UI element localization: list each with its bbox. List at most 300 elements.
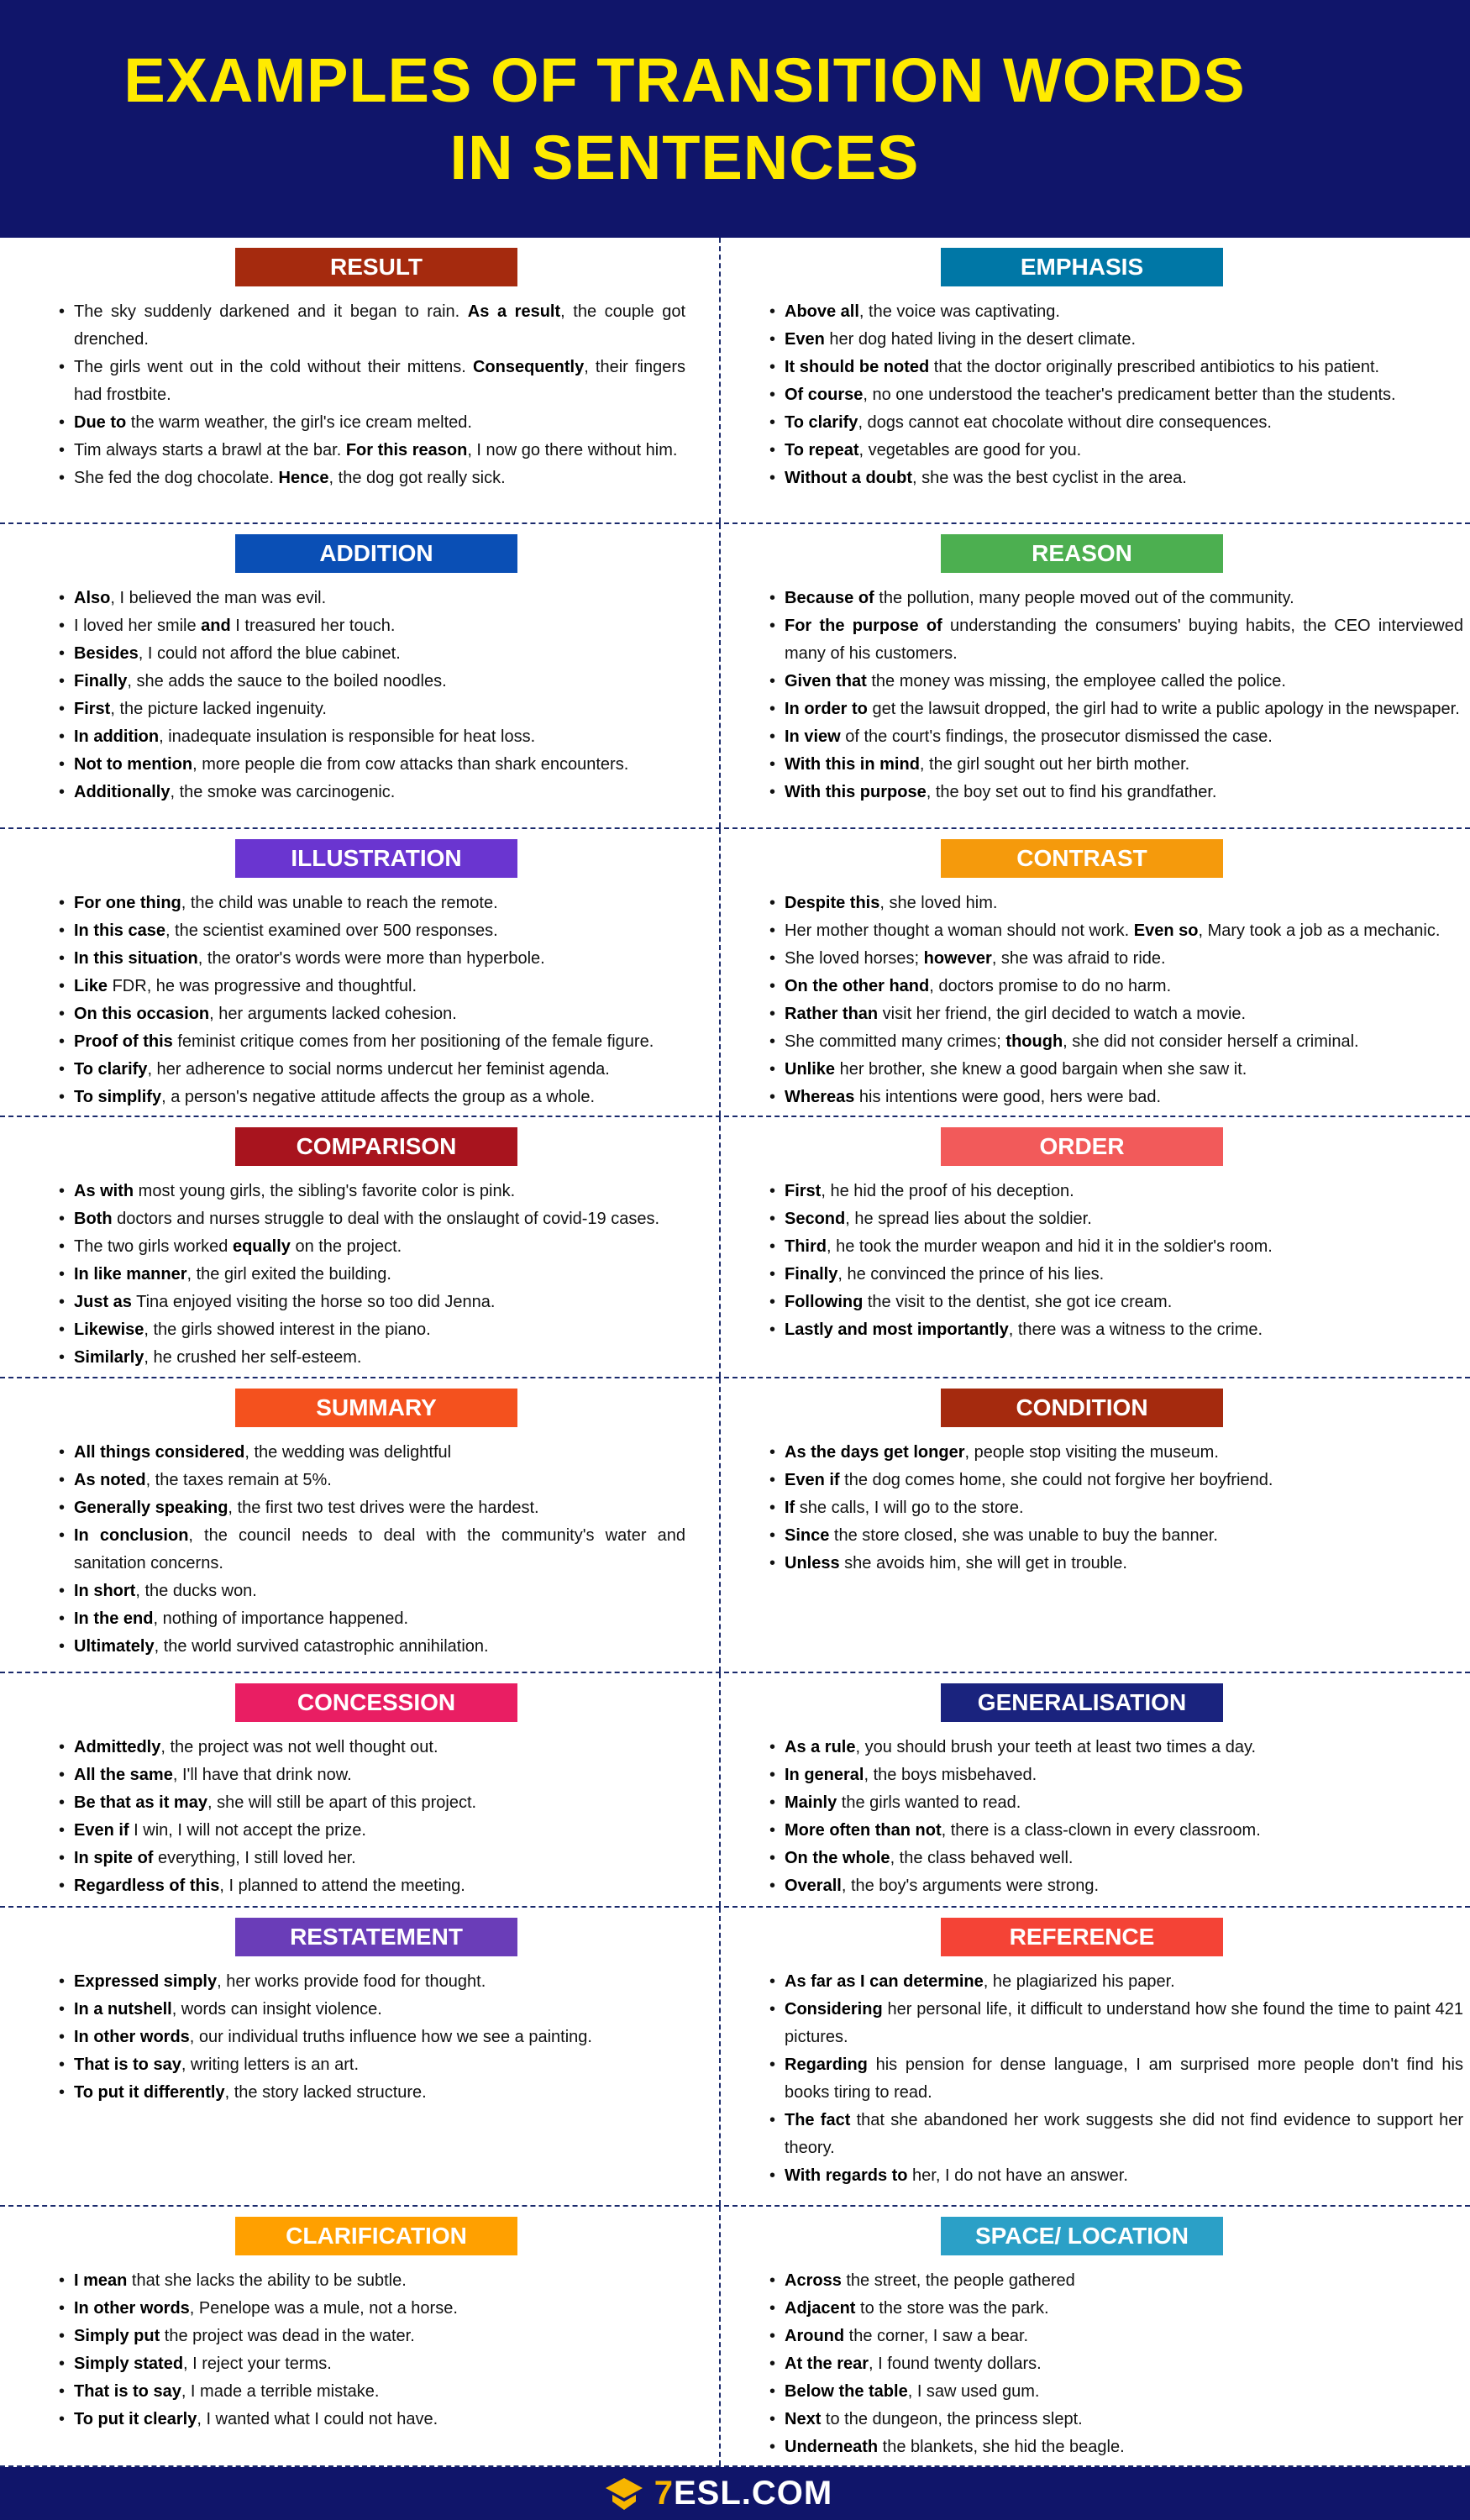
sentence-text: , she adds the sauce to the boiled noodles.	[127, 672, 447, 690]
sentence-text: She loved horses;	[785, 949, 924, 968]
sentence-text: , her arguments lacked cohesion.	[209, 1005, 457, 1023]
transition-word: Unlike	[785, 1060, 836, 1079]
sentence-text: Her mother thought a woman should not work.	[785, 921, 1134, 940]
sentence-text: I treasured her touch.	[230, 617, 396, 635]
sentence-text: , the boy set out to find his grandfather.	[926, 783, 1217, 801]
transition-word: Considering	[785, 2000, 883, 2019]
transition-word: Just as	[74, 1293, 132, 1311]
section-label: REASON	[941, 534, 1223, 573]
sentence-text: , doctors promise to do no harm.	[929, 977, 1172, 995]
transition-word: In order to	[785, 700, 868, 718]
sentence-text: , I saw used gum.	[907, 2382, 1040, 2401]
section-contrast	[721, 829, 1470, 1116]
brand-rest: ESL.COM	[674, 2475, 833, 2512]
transition-word: As noted	[74, 1471, 146, 1489]
sentence-text: his intentions were good, hers were bad.	[854, 1088, 1162, 1106]
example-sentence	[59, 465, 685, 492]
transition-word: In spite of	[74, 1849, 154, 1867]
example-sentence	[59, 1494, 685, 1522]
sentence-text: , the council needs to deal with the community's water and sanitation concerns.	[74, 1526, 685, 1572]
sentence-text: visit her friend, the girl decided to watch a movie.	[878, 1005, 1247, 1023]
example-sentence	[769, 2350, 1463, 2378]
example-sentence	[59, 298, 685, 354]
sentence-text: of the court's findings, the prosecutor dismissed the case.	[840, 727, 1273, 746]
example-list	[0, 1178, 719, 1372]
example-sentence	[769, 2378, 1463, 2406]
example-sentence	[59, 2323, 685, 2350]
sentence-text: , dogs cannot eat chocolate without dire consequences.	[858, 413, 1272, 432]
example-sentence	[769, 1494, 1463, 1522]
transition-word: To put it clearly	[74, 2410, 197, 2428]
example-sentence	[769, 1845, 1463, 1872]
example-sentence	[769, 2107, 1463, 2162]
section-row	[0, 1378, 1470, 1673]
sentence-text: , people stop visiting the museum.	[964, 1443, 1219, 1462]
example-sentence	[59, 1056, 685, 1084]
example-list	[0, 585, 719, 806]
transition-word: Overall	[785, 1877, 842, 1895]
transition-word: Also	[74, 589, 111, 607]
sentence-text: , more people die from cow attacks than shark encounters.	[192, 755, 629, 774]
example-sentence	[59, 2051, 685, 2079]
section-restatement	[0, 1908, 721, 2205]
transition-word: Unless	[785, 1554, 840, 1572]
sentence-text: , I planned to attend the meeting.	[219, 1877, 465, 1895]
sentence-text: , I reject your terms.	[183, 2355, 332, 2373]
sentence-text: she calls, I will go to the store.	[795, 1499, 1024, 1517]
section-label: EMPHASIS	[941, 248, 1223, 286]
example-sentence	[59, 890, 685, 917]
transition-word: Adjacent	[785, 2299, 856, 2318]
sentence-text: , I could not afford the blue cabinet.	[138, 644, 401, 663]
example-sentence	[769, 381, 1463, 409]
sentence-text: I loved her smile	[74, 617, 202, 635]
transition-word: To repeat	[785, 441, 859, 459]
example-sentence	[769, 465, 1463, 492]
example-sentence	[769, 437, 1463, 465]
example-sentence	[769, 1789, 1463, 1817]
sentence-text: , Mary took a job as a mechanic.	[1198, 921, 1441, 940]
example-sentence	[59, 1605, 685, 1633]
sentence-text: , the taxes remain at 5%.	[145, 1471, 332, 1489]
sentence-text: she avoids him, she will get in trouble.	[839, 1554, 1127, 1572]
transition-word: With regards to	[785, 2166, 908, 2185]
transition-word: Second	[785, 1210, 846, 1228]
sentence-text: , I'll have that drink now.	[172, 1766, 352, 1784]
transition-word: Whereas	[785, 1088, 855, 1106]
transition-word: Be that as it may	[74, 1793, 207, 1812]
section-row	[0, 829, 1470, 1117]
sentence-text: , I found twenty dollars.	[869, 2355, 1042, 2373]
example-sentence	[769, 723, 1463, 751]
example-sentence	[59, 668, 685, 696]
transition-word: Finally	[74, 672, 128, 690]
example-sentence	[59, 1789, 685, 1817]
sentence-text: his pension for dense language, I am surprised more people don't find his books tiring to read.	[785, 2055, 1463, 2102]
transition-word: As with	[74, 1182, 134, 1200]
example-sentence	[769, 1084, 1463, 1111]
example-sentence	[769, 1761, 1463, 1789]
example-sentence	[59, 2350, 685, 2378]
transition-word: In conclusion	[74, 1526, 189, 1545]
transition-word: Even if	[74, 1821, 129, 1840]
sentence-text: , the voice was captivating.	[858, 302, 1060, 321]
sentence-text: , she was the best cyclist in the area.	[912, 469, 1187, 487]
transition-word: Admittedly	[74, 1738, 161, 1756]
example-sentence	[769, 1178, 1463, 1205]
sentence-text: everything, I still loved her.	[153, 1849, 356, 1867]
example-list	[721, 585, 1470, 806]
sentence-text: , their fingers had frostbite.	[74, 358, 685, 404]
transition-word: Even	[785, 330, 825, 349]
transition-word: Without a doubt	[785, 469, 912, 487]
example-sentence	[59, 751, 685, 779]
transition-word: That is to say	[74, 2055, 181, 2074]
transition-word: and	[201, 617, 231, 635]
sentence-text: , her adherence to social norms undercut her feminist agenda.	[147, 1060, 610, 1079]
example-sentence	[59, 779, 685, 806]
section-label: CONCESSION	[235, 1683, 517, 1722]
sentence-text: , the world survived catastrophic annihilation.	[154, 1637, 489, 1656]
sentence-text: the project was dead in the water.	[160, 2327, 415, 2345]
transition-word: Both	[74, 1210, 113, 1228]
sentence-text: doctors and nurses struggle to deal with the onslaught of covid-19 cases.	[112, 1210, 660, 1228]
transition-word: Across	[785, 2271, 842, 2290]
example-sentence	[769, 1439, 1463, 1467]
example-sentence	[59, 1289, 685, 1316]
section-addition	[0, 524, 721, 827]
example-list	[0, 1734, 719, 1900]
example-sentence	[59, 696, 685, 723]
sentence-text: , the picture lacked ingenuity.	[110, 700, 327, 718]
transition-word: In other words	[74, 2028, 190, 2046]
example-sentence	[59, 917, 685, 945]
sentence-text: , nothing of importance happened.	[153, 1609, 409, 1628]
example-sentence	[769, 2406, 1463, 2433]
example-sentence	[769, 890, 1463, 917]
sentence-text: , vegetables are good for you.	[858, 441, 1082, 459]
sentence-text: her personal life, it difficult to understand how she found the time to paint 421 pictures.	[785, 2000, 1463, 2046]
example-list	[0, 890, 719, 1111]
transition-word: however	[923, 949, 992, 968]
transition-word: Generally speaking	[74, 1499, 228, 1517]
transition-word: Likewise	[74, 1320, 144, 1339]
sentence-text: , the girls showed interest in the piano.	[144, 1320, 431, 1339]
sentence-text: , you should brush your teeth at least two times a day.	[855, 1738, 1257, 1756]
section-label: SPACE/ LOCATION	[941, 2217, 1223, 2255]
section-label: CONDITION	[941, 1389, 1223, 1427]
sentence-text: , words can insight violence.	[171, 2000, 382, 2019]
sentence-text: , Penelope was a mule, not a horse.	[189, 2299, 458, 2318]
example-sentence	[59, 1872, 685, 1900]
section-label: GENERALISATION	[941, 1683, 1223, 1722]
sentence-text: She committed many crimes;	[785, 1032, 1006, 1051]
transition-word: With this purpose	[785, 783, 927, 801]
example-list	[721, 1439, 1470, 1578]
example-sentence	[769, 2162, 1463, 2190]
transition-word: In a nutshell	[74, 2000, 172, 2019]
transition-word: Of course	[785, 386, 864, 404]
sentence-text: , inadequate insulation is responsible for heat loss.	[159, 727, 536, 746]
transition-word: To clarify	[74, 1060, 148, 1079]
transition-word: Consequently	[472, 358, 585, 376]
transition-word: I mean	[74, 2271, 128, 2290]
example-sentence	[769, 917, 1463, 945]
transition-word: On the other hand	[785, 977, 930, 995]
sentence-text: , there is a class-clown in every classroom.	[941, 1821, 1261, 1840]
transition-word: All things considered	[74, 1443, 245, 1462]
transition-word: For this reason	[345, 441, 468, 459]
transition-word: First	[785, 1182, 822, 1200]
sentence-text: her dog hated living in the desert climate.	[824, 330, 1137, 349]
example-sentence	[59, 1845, 685, 1872]
example-sentence	[59, 1261, 685, 1289]
example-sentence	[769, 1316, 1463, 1344]
sentence-text: her brother, she knew a good bargain when she saw it.	[835, 1060, 1247, 1079]
section-space-location	[721, 2207, 1470, 2465]
sentence-text: the money was missing, the employee called the police.	[866, 672, 1286, 690]
sentence-text: , I now go there without him.	[467, 441, 678, 459]
sentence-text: The two girls worked	[74, 1237, 233, 1256]
example-sentence	[769, 2295, 1463, 2323]
section-label: CLARIFICATION	[235, 2217, 517, 2255]
transition-word: Since	[785, 1526, 830, 1545]
section-illustration	[0, 829, 721, 1116]
example-sentence	[59, 1000, 685, 1028]
example-sentence	[769, 1996, 1463, 2051]
section-label: RESULT	[235, 248, 517, 286]
example-sentence	[769, 668, 1463, 696]
section-label: ADDITION	[235, 534, 517, 573]
transition-word: Additionally	[74, 783, 171, 801]
sentence-text: , she did not consider herself a criminal.	[1063, 1032, 1359, 1051]
sentence-text: Tina enjoyed visiting the horse so too did Jenna.	[131, 1293, 496, 1311]
transition-word: Like	[74, 977, 108, 995]
transition-word: Ultimately	[74, 1637, 155, 1656]
sentence-text: the dog comes home, she could not forgive her boyfriend.	[839, 1471, 1273, 1489]
graduation-cap-logo-icon	[604, 2476, 644, 2512]
sentence-text: , he hid the proof of his deception.	[821, 1182, 1074, 1200]
example-list	[721, 1178, 1470, 1344]
example-sentence	[59, 2079, 685, 2107]
sentence-text: FDR, he was progressive and thoughtful.	[108, 977, 417, 995]
example-sentence	[769, 1467, 1463, 1494]
section-concession	[0, 1673, 721, 1906]
example-list	[0, 298, 719, 492]
sentence-text: , the girl exited the building.	[186, 1265, 391, 1284]
transition-word: With this in mind	[785, 755, 920, 774]
transition-word: Simply stated	[74, 2355, 184, 2373]
sentence-text: get the lawsuit dropped, the girl had to write a public apology in the newspaper.	[867, 700, 1460, 718]
sentence-text: , writing letters is an art.	[181, 2055, 359, 2074]
example-sentence	[59, 1734, 685, 1761]
sentence-text: , the wedding was delightful	[244, 1443, 452, 1462]
sentence-text: The sky suddenly darkened and it began to rain.	[74, 302, 468, 321]
sentence-text: the pollution, many people moved out of the community.	[874, 589, 1294, 607]
sentence-text: understanding the consumers' buying habits, the CEO interviewed many of his customers.	[785, 617, 1463, 663]
sentence-text: , I believed the man was evil.	[110, 589, 327, 607]
sentence-text: , our individual truths influence how we see a painting.	[189, 2028, 592, 2046]
sentence-text: She fed the dog chocolate.	[74, 469, 279, 487]
example-list	[0, 1968, 719, 2107]
example-sentence	[769, 1261, 1463, 1289]
sentence-text: , she will still be apart of this project.	[207, 1793, 477, 1812]
sections-grid	[0, 238, 1470, 2467]
section-generalisation	[721, 1673, 1470, 1906]
brand-prefix: 7	[654, 2475, 674, 2512]
transition-word: It should be noted	[785, 358, 930, 376]
example-sentence	[769, 298, 1463, 326]
transition-word: equally	[232, 1237, 291, 1256]
example-sentence	[59, 1467, 685, 1494]
example-sentence	[59, 1316, 685, 1344]
section-label: REFERENCE	[941, 1918, 1223, 1956]
transition-word: Due to	[74, 413, 127, 432]
example-sentence	[59, 2378, 685, 2406]
example-sentence	[59, 1633, 685, 1661]
section-label: ILLUSTRATION	[235, 839, 517, 878]
transition-word: Similarly	[74, 1348, 144, 1367]
transition-word: To simplify	[74, 1088, 162, 1106]
sentence-text: the corner, I saw a bear.	[844, 2327, 1029, 2345]
transition-word: Despite this	[785, 894, 880, 912]
transition-word: Lastly and most importantly	[785, 1320, 1009, 1339]
example-sentence	[59, 1761, 685, 1789]
example-sentence	[769, 973, 1463, 1000]
section-label: RESTATEMENT	[235, 1918, 517, 1956]
section-order	[721, 1117, 1470, 1377]
transition-word: On the whole	[785, 1849, 890, 1867]
example-sentence	[59, 1439, 685, 1467]
example-sentence	[59, 2406, 685, 2433]
section-condition	[721, 1378, 1470, 1672]
example-sentence	[769, 326, 1463, 354]
sentence-text: , the child was unable to reach the remote.	[181, 894, 498, 912]
example-sentence	[59, 640, 685, 668]
example-list	[721, 1968, 1470, 2190]
page-title	[123, 42, 1245, 197]
transition-word: Given that	[785, 672, 867, 690]
example-sentence	[59, 1233, 685, 1261]
sentence-text: the warm weather, the girl's ice cream melted.	[126, 413, 472, 432]
example-sentence	[59, 2267, 685, 2295]
example-sentence	[59, 2024, 685, 2051]
transition-word: First	[74, 700, 111, 718]
transition-word: Besides	[74, 644, 139, 663]
sentence-text: , she loved him.	[879, 894, 998, 912]
sentence-text: most young girls, the sibling's favorite color is pink.	[134, 1182, 516, 1200]
sentence-text: , he plagiarized his paper.	[983, 1972, 1175, 1991]
example-sentence	[59, 723, 685, 751]
example-sentence	[769, 612, 1463, 668]
section-result	[0, 238, 721, 522]
transition-word: In short	[74, 1582, 136, 1600]
sentence-text: that she lacks the ability to be subtle.	[127, 2271, 407, 2290]
transition-word: Even so	[1133, 921, 1199, 940]
example-sentence	[769, 2323, 1463, 2350]
example-sentence	[769, 1028, 1463, 1056]
sentence-text: , he crushed her self-esteem.	[144, 1348, 362, 1367]
transition-word: In the end	[74, 1609, 154, 1628]
section-label: CONTRAST	[941, 839, 1223, 878]
transition-word: Not to mention	[74, 755, 193, 774]
transition-word: For one thing	[74, 894, 181, 912]
transition-word: Following	[785, 1293, 864, 1311]
sentence-text: the blankets, she hid the beagle.	[878, 2438, 1125, 2456]
section-label: ORDER	[941, 1127, 1223, 1166]
sentence-text: , he convinced the prince of his lies.	[837, 1265, 1105, 1284]
example-list	[721, 1734, 1470, 1900]
example-sentence	[59, 1178, 685, 1205]
example-sentence	[769, 354, 1463, 381]
sentence-text: , the dog got really sick.	[328, 469, 506, 487]
sentence-text: feminist critique comes from her positioning of the female figure.	[172, 1032, 654, 1051]
example-sentence	[769, 2433, 1463, 2461]
sentence-text: , I wanted what I could not have.	[197, 2410, 438, 2428]
sentence-text: , the ducks won.	[135, 1582, 257, 1600]
example-sentence	[769, 1289, 1463, 1316]
example-sentence	[59, 409, 685, 437]
section-label: SUMMARY	[235, 1389, 517, 1427]
transition-word: Simply put	[74, 2327, 160, 2345]
example-sentence	[59, 1968, 685, 1996]
transition-word: Expressed simply	[74, 1972, 218, 1991]
section-comparison	[0, 1117, 721, 1377]
transition-word: On this occasion	[74, 1005, 210, 1023]
brand-logo-text	[654, 2475, 832, 2512]
example-sentence	[769, 409, 1463, 437]
transition-word: As far as I can determine	[785, 1972, 984, 1991]
example-sentence	[59, 585, 685, 612]
sentence-text: , the boy's arguments were strong.	[841, 1877, 1100, 1895]
transition-word: More often than not	[785, 1821, 942, 1840]
title-line-1: EXAMPLES OF TRANSITION WORDS	[123, 45, 1246, 115]
transition-word: Mainly	[785, 1793, 837, 1812]
section-row	[0, 2207, 1470, 2467]
sentence-text: , the first two test drives were the hardest.	[228, 1499, 539, 1517]
sentence-text: , the story lacked structure.	[224, 2083, 427, 2102]
example-sentence	[769, 1734, 1463, 1761]
transition-word: Because of	[785, 589, 874, 607]
sentence-text: , the smoke was carcinogenic.	[170, 783, 396, 801]
transition-word: In like manner	[74, 1265, 187, 1284]
example-sentence	[59, 437, 685, 465]
example-sentence	[769, 1550, 1463, 1578]
transition-word: In this case	[74, 921, 165, 940]
example-sentence	[59, 1028, 685, 1056]
section-clarification	[0, 2207, 721, 2465]
title-line-2: IN SENTENCES	[449, 122, 920, 192]
sentence-text: that she abandoned her work suggests she did not find evidence to support her theory.	[785, 2111, 1463, 2157]
transition-word: Proof of this	[74, 1032, 173, 1051]
sentence-text: on the project.	[290, 1237, 402, 1256]
sentence-text: , the orator's words were more than hyperbole.	[197, 949, 545, 968]
example-list	[721, 890, 1470, 1111]
transition-word: That is to say	[74, 2382, 181, 2401]
example-sentence	[769, 1205, 1463, 1233]
transition-word: Even if	[785, 1471, 840, 1489]
example-sentence	[59, 1205, 685, 1233]
transition-word: Next	[785, 2410, 822, 2428]
sentence-text: her, I do not have an answer.	[907, 2166, 1128, 2185]
transition-word: Above all	[785, 302, 859, 321]
example-sentence	[59, 1522, 685, 1578]
section-label: COMPARISON	[235, 1127, 517, 1166]
section-reason	[721, 524, 1470, 827]
transition-word: In view	[785, 727, 841, 746]
example-sentence	[59, 973, 685, 1000]
transition-word: Underneath	[785, 2438, 879, 2456]
